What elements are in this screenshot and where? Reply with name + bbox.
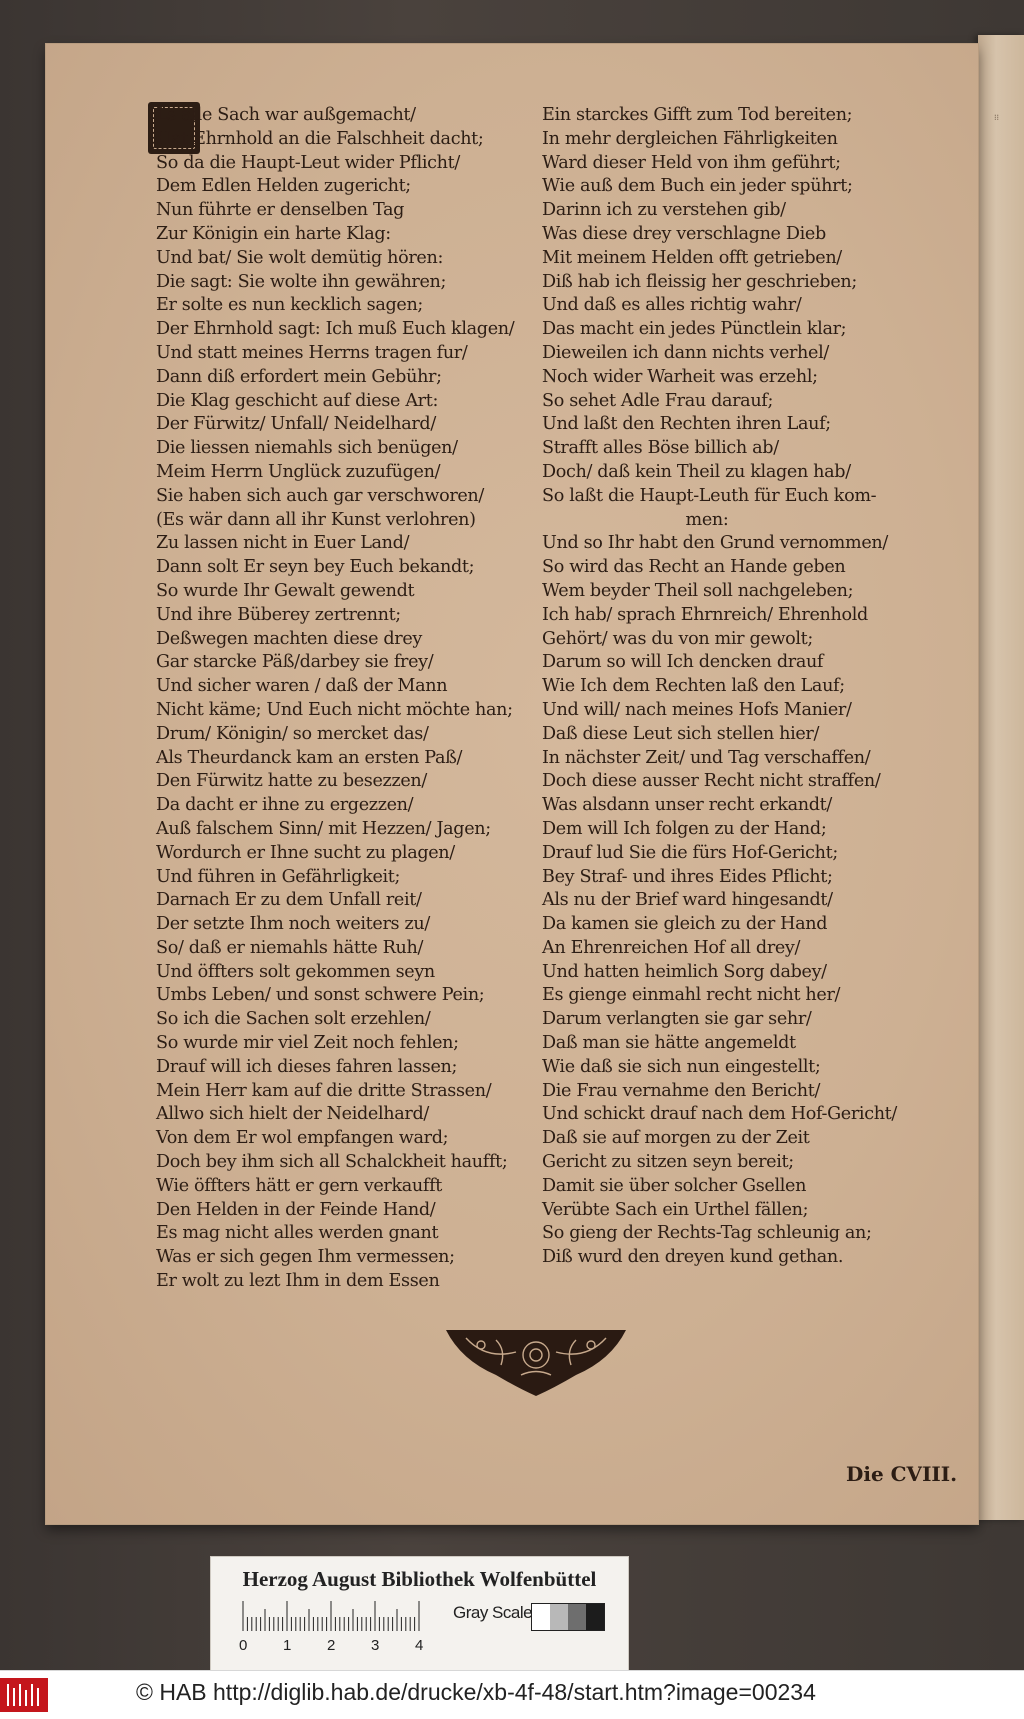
verse-line: Den Helden in der Feinde Hand/ — [156, 1199, 436, 1220]
verse-line: Allwo sich hielt der Neidelhard/ — [156, 1104, 429, 1125]
verse-line: Da dacht er ihne zu ergezzen/ — [156, 795, 414, 816]
verse-line: Zur Königin ein harte Klag: — [156, 223, 391, 244]
verse-line: Er solte es nun kecklich sagen; — [156, 295, 424, 316]
verse-line: Als nu der Brief ward hingesandt/ — [542, 890, 833, 911]
verse-line: So laßt die Haupt-Leuth für Euch kom- — [542, 485, 877, 506]
verse-line: Und will/ nach meines Hofs Manier/ — [542, 699, 852, 720]
verse-line: Noch wider Warheit was erzehl; — [542, 366, 818, 387]
verse-line: Drauf will ich dieses fahren lassen; — [156, 1056, 458, 1077]
verse-line: So wurde Ihr Gewalt gewendt — [156, 580, 415, 601]
verse-line: Als Theurdanck kam an ersten Paß/ — [156, 747, 463, 768]
verse-line: Von dem Er wol empfangen ward; — [156, 1128, 449, 1149]
next-page-edge — [978, 35, 1024, 1520]
verse-line: Da kamen sie gleich zu der Hand — [542, 914, 828, 935]
verse-line: Darum verlangten sie gar sehr/ — [542, 1009, 812, 1030]
verse-line: In mehr dergleichen Fährligkeiten — [542, 128, 838, 149]
gray-swatch — [532, 1604, 550, 1630]
verse-line: Wie auß dem Buch ein jeder spührt; — [542, 176, 853, 197]
verse-line: Zu lassen nicht in Euer Land/ — [156, 533, 410, 554]
verse-line: Ein starckes Gifft zum Tod bereiten; — [542, 105, 853, 125]
verse-line: Mit meinem Helden offt getrieben/ — [542, 247, 842, 268]
verse-line: Umbs Leben/ und sonst schwere Pein; — [156, 985, 485, 1006]
verse-line: Wordurch er Ihne sucht zu plagen/ — [156, 842, 455, 863]
verse-line: Dann diß erfordert mein Gebühr; — [156, 366, 442, 387]
copyright-url: © HAB http://diglib.hab.de/drucke/xb-4f-48/start.htm?image=00234 — [136, 1679, 816, 1705]
verse-line: Meim Herrn Unglück zuzufügen/ — [156, 461, 441, 482]
verse-line: Was alsdann unser recht erkandt/ — [542, 795, 832, 816]
color-calibration-bar — [210, 1556, 629, 1678]
gray-swatch — [550, 1604, 568, 1630]
verse-line: Diß hab ich fleissig her geschrieben; — [542, 271, 857, 292]
verse-line: Daß man sie hätte angemeldt — [542, 1033, 796, 1054]
verse-line: Darnach Er zu dem Unfall reit/ — [156, 890, 422, 911]
verse-line: Wie daß sie sich nun eingestellt; — [542, 1056, 821, 1077]
verse-line: Deßwegen machten diese drey — [156, 628, 423, 649]
verse-line: Ward dieser Held von ihm geführt; — [542, 152, 841, 173]
verse-line: Gericht zu sitzen seyn bereit; — [542, 1152, 794, 1173]
verse-line: Und daß es alles richtig wahr/ — [542, 295, 802, 316]
verse-line: An Ehrenreichen Hof all drey/ — [542, 937, 801, 958]
tailpiece-ornament-icon — [436, 1320, 636, 1400]
verse-line: Drum/ Königin/ so mercket das/ — [156, 723, 429, 744]
verse-line: Damit sie über solcher Gsellen — [542, 1175, 807, 1196]
verse-line: Und laßt den Rechten ihren Lauf; — [542, 414, 831, 435]
verse-line: Drauf lud Sie die fürs Hof-Gericht; — [542, 842, 838, 863]
verse-line: Darinn ich zu verstehen gib/ — [542, 200, 786, 221]
verse-line: So wird das Recht an Hande geben — [542, 557, 846, 578]
verse-line: So wurde mir viel Zeit noch fehlen; — [156, 1033, 459, 1054]
verse-line: Der setzte Ihm noch weiters zu/ — [156, 914, 430, 935]
verse-line: Was diese drey verschlagne Dieb — [542, 223, 826, 244]
verse-line: Ich hab/ sprach Ehrnreich/ Ehrenhold — [542, 604, 868, 625]
verse-line: Wie öffters hätt er gern verkaufft — [156, 1175, 442, 1196]
gray-scale-label: Gray Scale — [453, 1603, 533, 1622]
viewer-footer — [0, 1670, 1024, 1719]
verse-line: Wem beyder Theil soll nachgeleben; — [542, 580, 854, 601]
verse-line: Die sagt: Sie wolte ihn gewähren; — [156, 271, 447, 292]
ruler-number: 0 — [239, 1637, 248, 1654]
verse-line: men: — [685, 509, 729, 530]
verse-line: Dem Edlen Helden zugericht; — [156, 176, 411, 197]
verse-line: Und führen in Gefährligkeit; — [156, 866, 401, 887]
verse-line: Der Ehrnhold sagt: Ich muß Euch klagen/ — [156, 319, 515, 340]
verse-line: So ich die Sachen solt erzehlen/ — [156, 1009, 431, 1030]
verse-line: Die Frau vernahme den Bericht/ — [542, 1080, 821, 1101]
left-verse-column — [156, 104, 514, 1294]
verse-line: Wie Ich dem Rechten laß den Lauf; — [542, 676, 845, 697]
page-edge-mark: ⁝⁝ — [994, 113, 1000, 122]
ruler-number: 3 — [371, 1637, 380, 1654]
verse-line: Mein Herr kam auf die dritte Strassen/ — [156, 1080, 492, 1101]
verse-line: So sehet Adle Frau darauf; — [542, 390, 774, 411]
verse-line: Daß sie auf morgen zu der Zeit — [542, 1128, 810, 1149]
colorbar-title: Herzog August Bibliothek Wolfenbüttel — [242, 1567, 597, 1591]
verse-line: Diß wurd den dreyen kund gethan. — [542, 1247, 844, 1268]
verse-line: Und schickt drauf nach dem Hof-Gericht/ — [542, 1104, 897, 1125]
verse-line: Es gienge einmahl recht nicht her/ — [542, 985, 841, 1006]
verse-line: Und hatten heimlich Sorg dabey/ — [542, 961, 827, 982]
verse-line: Hat Ehrnhold an die Falschheit dacht; — [156, 128, 484, 149]
verse-line: (Es wär dann all ihr Kunst verlohren) — [156, 509, 476, 530]
verse-line: So da die Haupt-Leut wider Pflicht/ — [156, 152, 460, 173]
verse-line: Doch diese ausser Recht nicht straffen/ — [542, 771, 881, 792]
scale-ruler — [239, 1599, 441, 1654]
ruler-number: 4 — [415, 1637, 424, 1654]
verse-line: Sie haben sich auch gar verschworen/ — [156, 485, 484, 506]
book-page — [46, 44, 978, 1524]
verse-line: So gieng der Rechts-Tag schleunig an; — [542, 1223, 872, 1244]
hab-logo-icon — [0, 1678, 48, 1712]
verse-line: Nun führte er denselben Tag — [156, 200, 405, 221]
verse-line: Den Fürwitz hatte zu besezzen/ — [156, 771, 427, 792]
verse-line: Nicht käme; Und Euch nicht möchte han; — [156, 699, 513, 720]
catchword: Die CVIII. — [846, 1462, 958, 1486]
verse-line: Gar starcke Päß/darbey sie frey/ — [156, 652, 434, 673]
verse-line: Was er sich gegen Ihm vermessen; — [156, 1247, 455, 1268]
verse-line: In nächster Zeit/ und Tag verschaffen/ — [542, 747, 871, 768]
gray-swatch — [568, 1604, 586, 1630]
verse-line: Dem will Ich folgen zu der Hand; — [542, 818, 827, 839]
verse-line: Und öffters solt gekommen seyn — [156, 961, 435, 982]
verse-line: Und statt meines Herrns tragen fur/ — [156, 342, 468, 363]
right-verse-column — [542, 104, 897, 1270]
verse-line: Gehört/ was du von mir gewolt; — [542, 628, 813, 649]
verse-line: Doch bey ihm sich all Schalckheit haufft; — [156, 1152, 508, 1173]
verse-line: Darum so will Ich dencken drauf — [542, 652, 824, 673]
verse-line: Und so Ihr habt den Grund vernommen/ — [542, 533, 888, 554]
verse-line: Ls alle Sach war außgemacht/ — [156, 105, 416, 125]
verse-line: Doch/ daß kein Theil zu klagen hab/ — [542, 461, 851, 482]
verse-line: Dann solt Er seyn bey Euch bekandt; — [156, 557, 475, 578]
ruler-ticks-icon — [241, 1599, 441, 1633]
ruler-number: 2 — [327, 1637, 336, 1654]
verse-line: Und ihre Büberey zertrennt; — [156, 604, 401, 625]
verse-line: Und bat/ Sie wolt demütig hören: — [156, 247, 444, 268]
verse-line: Und sicher waren / daß der Mann — [156, 676, 448, 697]
verse-line: Bey Straf- und ihres Eides Pflicht; — [542, 866, 833, 887]
verse-line: Die liessen niemahls sich benügen/ — [156, 438, 458, 459]
verse-line: Die Klag geschicht auf diese Art: — [156, 390, 439, 411]
verse-line: Daß diese Leut sich stellen hier/ — [542, 723, 820, 744]
gray-scale-swatches — [531, 1603, 605, 1631]
verse-line: Es mag nicht alles werden gnant — [156, 1223, 439, 1244]
verse-line: So/ daß er niemahls hätte Ruh/ — [156, 937, 424, 958]
verse-line: Strafft alles Böse billich ab/ — [542, 438, 779, 459]
verse-line: Er wolt zu lezt Ihm in dem Essen — [156, 1271, 440, 1292]
verse-line: Auß falschem Sinn/ mit Hezzen/ Jagen; — [156, 818, 491, 839]
ruler-number: 1 — [283, 1637, 292, 1654]
verse-line: Verübte Sach ein Urthel fällen; — [542, 1199, 809, 1220]
verse-line: Dieweilen ich dann nichts verhel/ — [542, 342, 829, 363]
gray-swatch — [586, 1604, 604, 1630]
verse-line: Das macht ein jedes Pünctlein klar; — [542, 319, 847, 340]
verse-line: Der Fürwitz/ Unfall/ Neidelhard/ — [156, 414, 436, 435]
